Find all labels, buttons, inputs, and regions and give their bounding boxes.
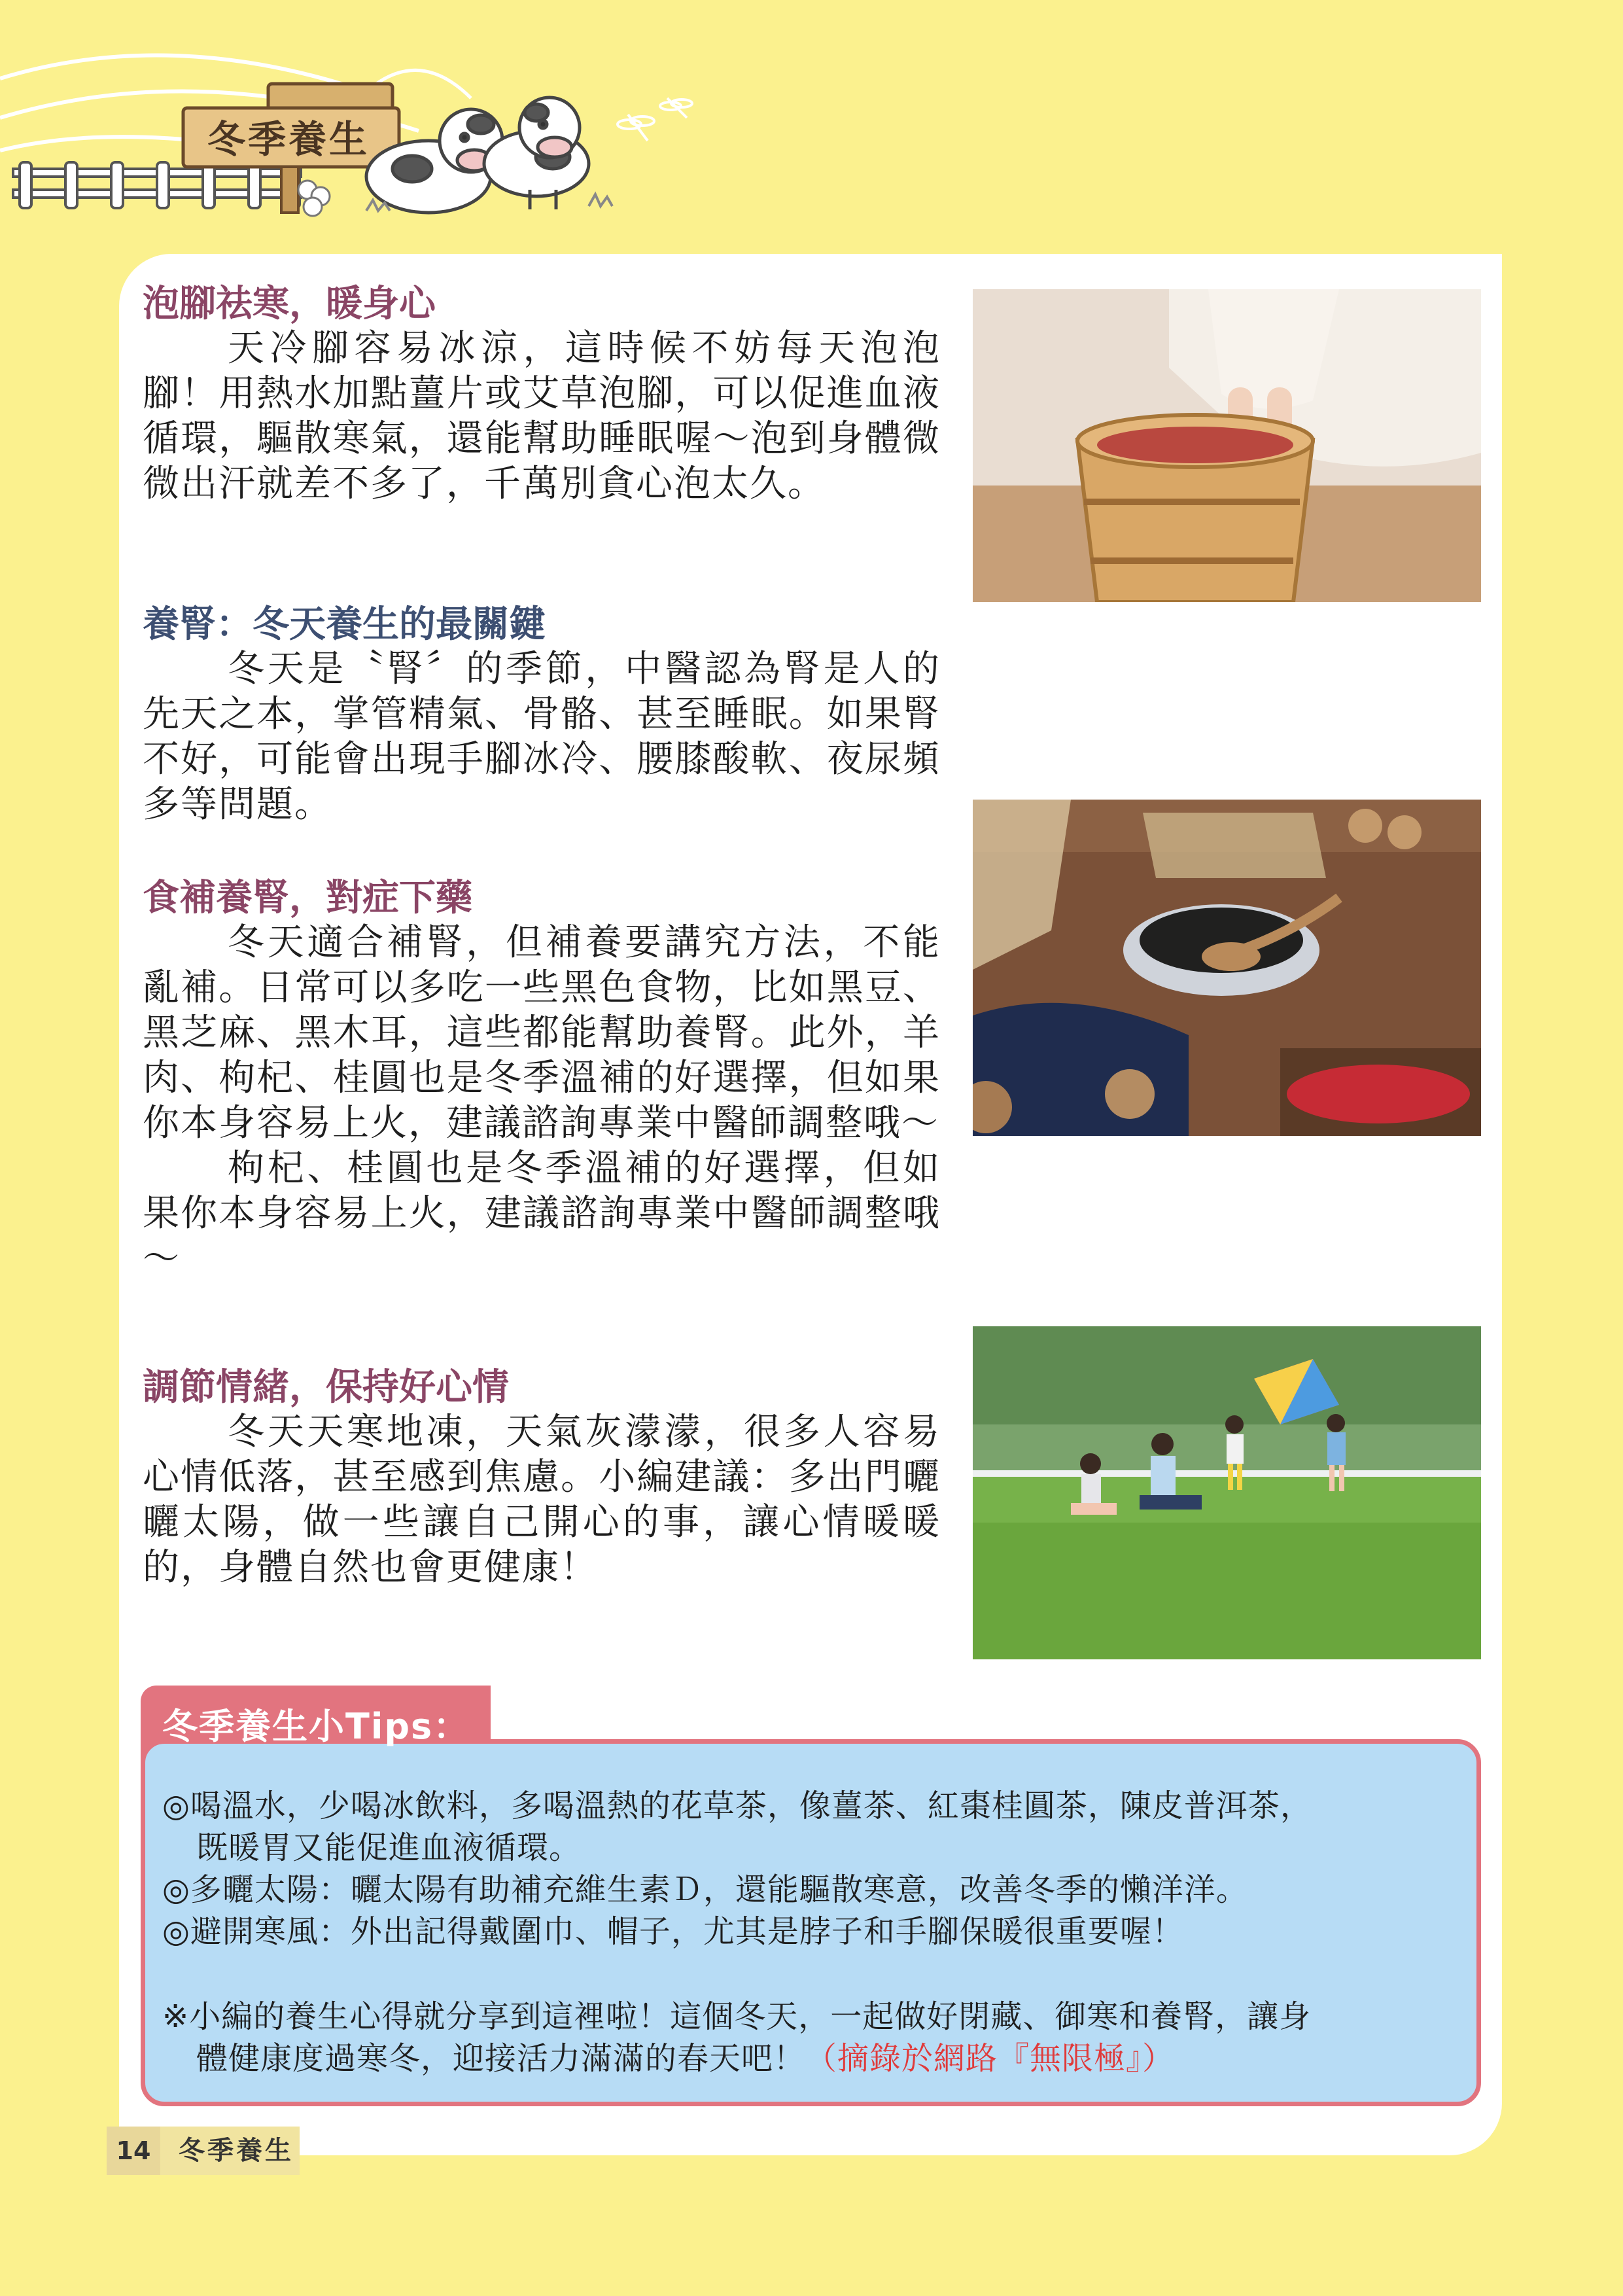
section-body: 天冷腳容易冰涼，這時候不妨每天泡泡腳！用熱水加點薑片或艾草泡腳，可以促進血液循環，驅散寒氣，還能幫助睡眠喔～泡到身體微微出汗就差不多了，千萬別貪心泡太久。 bbox=[143, 327, 941, 505]
section-body: 冬天適合補腎，但補養要講究方法，不能亂補。日常可以多吃一些黑色食物，比如黑豆、黑芝麻、黑木耳，這些都能幫助養腎。此外，羊肉、枸杞、桂圓也是冬季溫補的好選擇，但如果你本身容易上火，建議諮詢專業中醫師調整哦～ bbox=[143, 921, 941, 1144]
tip-item bbox=[162, 1911, 1464, 1952]
dragonfly-icon bbox=[618, 98, 692, 141]
article-section bbox=[143, 283, 941, 506]
fence-icon bbox=[13, 162, 301, 208]
foot-bath-photo bbox=[973, 289, 1481, 602]
family-kite-photo bbox=[973, 1326, 1481, 1659]
section-body: 冬天天寒地凍，天氣灰濛濛，很多人容易心情低落，甚至感到焦慮。小編建議：多出門曬曬太陽，做一些讓自己開心的事，讓心情暖暖的，身體自然也會更健康！ bbox=[143, 1411, 941, 1589]
section-body-continued: 枸杞、桂圓也是冬季溫補的好選擇，但如果你本身容易上火，建議諮詢專業中醫師調整哦～ bbox=[143, 1147, 941, 1280]
section-sign-title: 冬季養生 bbox=[207, 117, 370, 162]
section-heading: 泡腳祛寒，暖身心 bbox=[143, 283, 436, 325]
tip-text: ◎多曬太陽：曬太陽有助補充維生素Ｄ，還能驅散寒意，改善冬季的懶洋洋。 bbox=[162, 1871, 1248, 1908]
section-body: 冬天是〝腎〞的季節，中醫認為腎是人的先天之本，掌管精氣、骨骼、甚至睡眠。如果腎不好，可能會出現手腳冰冷、腰膝酸軟、夜尿頻多等問題。 bbox=[143, 648, 941, 826]
section-heading: 調節情緒，保持好心情 bbox=[143, 1366, 509, 1409]
source-citation: （摘錄於網路『無限極』） bbox=[805, 2040, 1175, 2077]
tips-title: 冬季養生小Tips： bbox=[162, 1706, 470, 1747]
footer-section-label: 冬季養生 bbox=[179, 2136, 294, 2166]
article-section bbox=[143, 603, 941, 827]
cow-icon bbox=[484, 97, 589, 209]
flower-icon bbox=[298, 181, 330, 216]
black-sesame-photo bbox=[973, 800, 1481, 1136]
tip-item bbox=[162, 1869, 1464, 1911]
article-section bbox=[143, 1366, 941, 1590]
section-heading: 食補養腎，對症下藥 bbox=[143, 877, 472, 919]
article-section bbox=[143, 877, 941, 1281]
closing-text-continued: 體健康度過寒冬，迎接活力滿滿的春天吧！ bbox=[196, 2040, 806, 2077]
tips-closing bbox=[162, 1996, 1464, 2079]
tip-text-continued: 既暖胃又能促進血液循環。 bbox=[196, 1829, 582, 1866]
section-heading: 養腎：冬天養生的最關鍵 bbox=[143, 603, 546, 646]
tip-text: ◎避開寒風：外出記得戴圍巾、帽子，尤其是脖子和手腳保暖很重要喔！ bbox=[162, 1913, 1184, 1950]
page-number: 14 bbox=[107, 2127, 160, 2175]
tip-item bbox=[162, 1785, 1464, 1869]
closing-text: ※小編的養生心得就分享到這裡啦！這個冬天，一起做好閉藏、御寒和養腎，讓身 bbox=[162, 1998, 1312, 2035]
tip-text: ◎喝溫水，少喝冰飲料，多喝溫熱的花草茶，像薑茶、紅棗桂圓茶，陳皮普洱茶， bbox=[162, 1788, 1312, 1824]
